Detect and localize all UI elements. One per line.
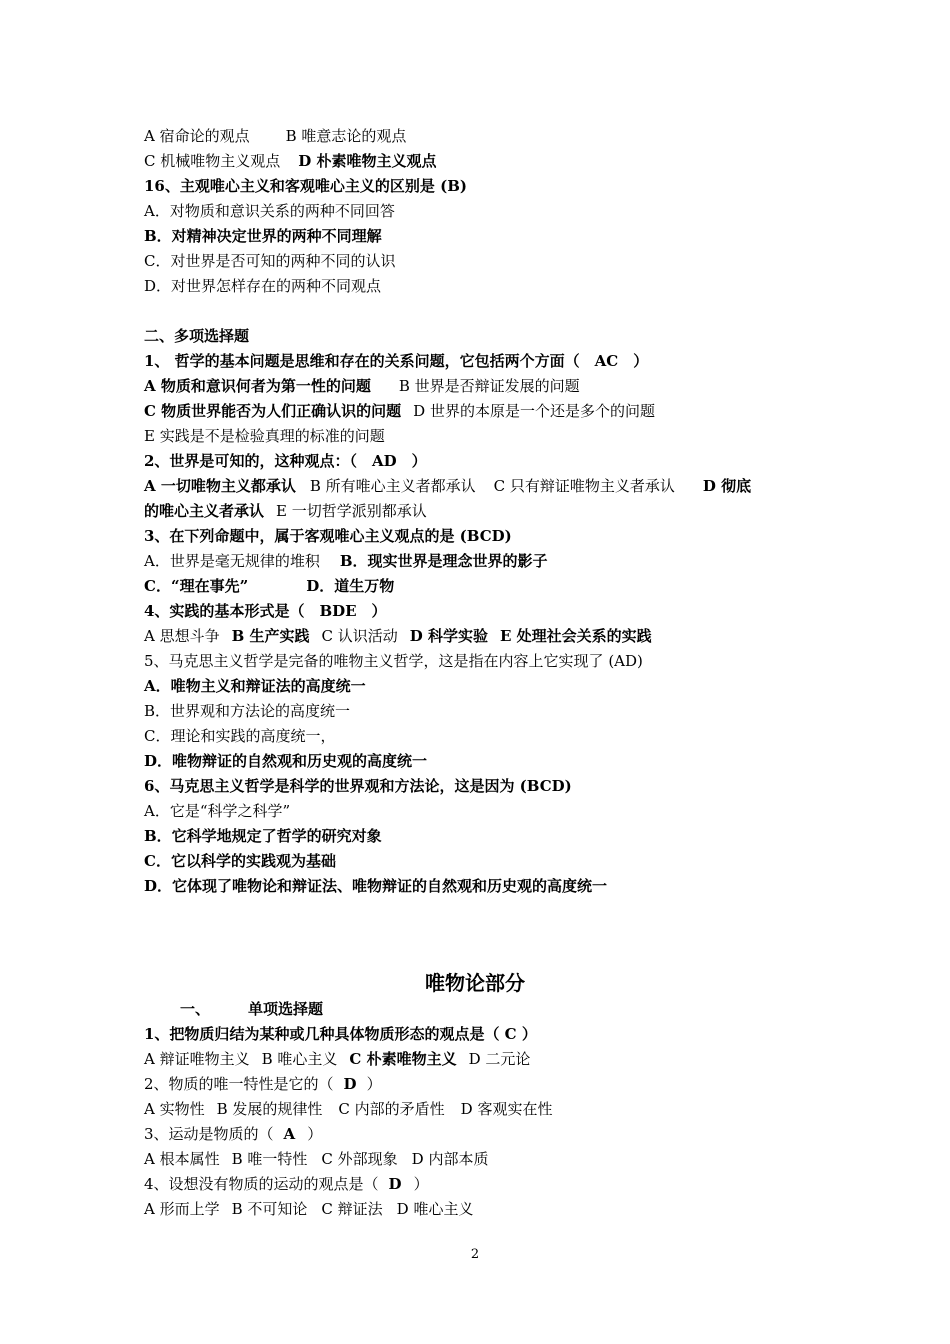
option-d-answer: D．道生万物 xyxy=(306,577,395,595)
option-b: B 不可知论 xyxy=(231,1200,308,1218)
answer-letter: D xyxy=(343,1075,357,1093)
question-1: 1、 哲学的基本问题是思维和存在的关系问题，它包括两个方面（ AC ） xyxy=(144,352,649,370)
option-line xyxy=(144,1099,552,1119)
subsection-number: 一、 xyxy=(180,1000,211,1018)
option-line xyxy=(144,1149,488,1169)
option-c: C 辩证法 xyxy=(321,1200,383,1218)
option-a-answer: A 物质和意识何者为第一性的问题 xyxy=(144,377,371,395)
option-line xyxy=(144,501,427,521)
option-b-answer: B．对精神决定世界的两种不同理解 xyxy=(144,227,382,245)
subsection-label: 单项选择题 xyxy=(248,1000,324,1018)
option-b: B 唯心主义 xyxy=(261,1050,338,1068)
option-a: A 实物性 xyxy=(144,1100,205,1118)
question-2: 2、世界是可知的，这种观点：（ AD ） xyxy=(144,452,427,470)
option-d-answer: D 科学实验 xyxy=(409,627,488,645)
question-text: 4、设想没有物质的运动的观点是（ xyxy=(144,1175,379,1193)
option-c: C 认识活动 xyxy=(321,627,398,645)
answer-letter: A xyxy=(283,1125,296,1143)
section-heading-multiple-choice: 二、多项选择题 xyxy=(144,327,250,345)
option-c: C 只有辩证唯物主义者承认 xyxy=(493,477,675,495)
question-5: 5、马克思主义哲学是完备的唯物主义哲学，这是指在内容上它实现了 (AD) xyxy=(144,652,643,670)
option-b: B．世界观和方法论的高度统一 xyxy=(144,702,351,720)
option-b-answer: B．它科学地规定了哲学的研究对象 xyxy=(144,827,382,845)
option-e: E 一切哲学派别都承认 xyxy=(276,502,427,520)
option-a: A 思想斗争 xyxy=(144,627,220,645)
option-a: A 宿命论的观点 xyxy=(144,127,250,145)
question-3 xyxy=(144,1124,322,1144)
question-text: 3、运动是物质的（ xyxy=(144,1125,274,1143)
page-number: 2 xyxy=(470,1247,480,1262)
option-e: E 实践是不是检验真理的标准的问题 xyxy=(144,427,385,445)
option-line xyxy=(144,151,436,171)
option-line xyxy=(144,376,580,396)
option-b: B 唯意志论的观点 xyxy=(285,127,407,145)
option-line xyxy=(144,576,394,596)
option-c: C．理论和实践的高度统一， xyxy=(144,727,336,745)
option-b: B 所有唯心主义者都承认 xyxy=(309,477,476,495)
option-a-answer: A．唯物主义和辩证法的高度统一 xyxy=(144,677,366,695)
option-c: C 内部的矛盾性 xyxy=(338,1100,445,1118)
subsection-heading xyxy=(180,999,323,1019)
option-line xyxy=(144,551,548,571)
question-paren: ） xyxy=(307,1125,323,1143)
option-a: A．世界是毫无规律的堆积 xyxy=(144,552,320,570)
option-d: D 唯心主义 xyxy=(396,1200,474,1218)
option-a: A．它是“科学之科学” xyxy=(144,802,291,820)
question-4 xyxy=(144,1174,429,1194)
option-line xyxy=(144,1049,530,1069)
option-d: D 二元论 xyxy=(468,1050,531,1068)
option-a: A．对物质和意识关系的两种不同回答 xyxy=(144,202,395,220)
option-b: B 世界是否辩证发展的问题 xyxy=(398,377,580,395)
option-c: C 机械唯物主义观点 xyxy=(144,152,281,170)
option-c-answer: C 物质世界能否为人们正确认识的问题 xyxy=(144,402,402,420)
question-16: 16、主观唯心主义和客观唯心主义的区别是 (B) xyxy=(144,177,467,195)
option-d: D 客观实在性 xyxy=(460,1100,553,1118)
option-d: D 内部本质 xyxy=(411,1150,489,1168)
option-line xyxy=(144,126,406,146)
option-line xyxy=(144,401,655,421)
option-a: A 辩证唯物主义 xyxy=(144,1050,250,1068)
option-line xyxy=(144,626,652,646)
question-3: 3、在下列命题中，属于客观唯心主义观点的是 (BCD) xyxy=(144,527,512,545)
option-a: A 根本属性 xyxy=(144,1150,220,1168)
option-d: D 世界的本原是一个还是多个的问题 xyxy=(413,402,655,420)
option-c: C．对世界是否可知的两种不同的认识 xyxy=(144,252,396,270)
option-d: D．对世界怎样存在的两种不同观点 xyxy=(144,277,382,295)
section-title: 唯物论部分 xyxy=(425,971,525,995)
option-d-answer: D．它体现了唯物论和辩证法、唯物辩证的自然观和历史观的高度统一 xyxy=(144,877,608,895)
option-d-answer: D 彻底 xyxy=(702,477,752,495)
question-paren: ） xyxy=(366,1075,382,1093)
question-2 xyxy=(144,1074,382,1094)
question-text: 2、物质的唯一特性是它的（ xyxy=(144,1075,334,1093)
option-b-answer: B 生产实践 xyxy=(231,627,310,645)
option-a: A 形而上学 xyxy=(144,1200,220,1218)
question-4: 4、实践的基本形式是（ BDE ） xyxy=(144,602,387,620)
question-1: 1、把物质归结为某种或几种具体物质形态的观点是（ C ） xyxy=(144,1025,537,1043)
option-e-answer: E 处理社会关系的实践 xyxy=(500,627,652,645)
option-d-answer-cont: 的唯心主义者承认 xyxy=(144,502,265,520)
option-d-answer: D 朴素唯物主义观点 xyxy=(298,152,437,170)
option-c-answer: C 朴素唯物主义 xyxy=(349,1050,457,1068)
option-line xyxy=(144,476,751,496)
option-c-answer: C．它以科学的实践观为基础 xyxy=(144,852,336,870)
option-c: C 外部现象 xyxy=(321,1150,398,1168)
option-c-answer: C．“理在事先” xyxy=(144,577,249,595)
option-d-answer: D．唯物辩证的自然观和历史观的高度统一 xyxy=(144,752,428,770)
option-b: B 唯一特性 xyxy=(231,1150,308,1168)
option-line xyxy=(144,1199,473,1219)
option-b-answer: B．现实世界是理念世界的影子 xyxy=(339,552,548,570)
option-b: B 发展的规律性 xyxy=(216,1100,323,1118)
question-6: 6、马克思主义哲学是科学的世界观和方法论，这是因为 (BCD) xyxy=(144,777,572,795)
question-paren: ） xyxy=(413,1175,429,1193)
answer-letter: D xyxy=(388,1175,402,1193)
option-a-answer: A 一切唯物主义都承认 xyxy=(144,477,296,495)
